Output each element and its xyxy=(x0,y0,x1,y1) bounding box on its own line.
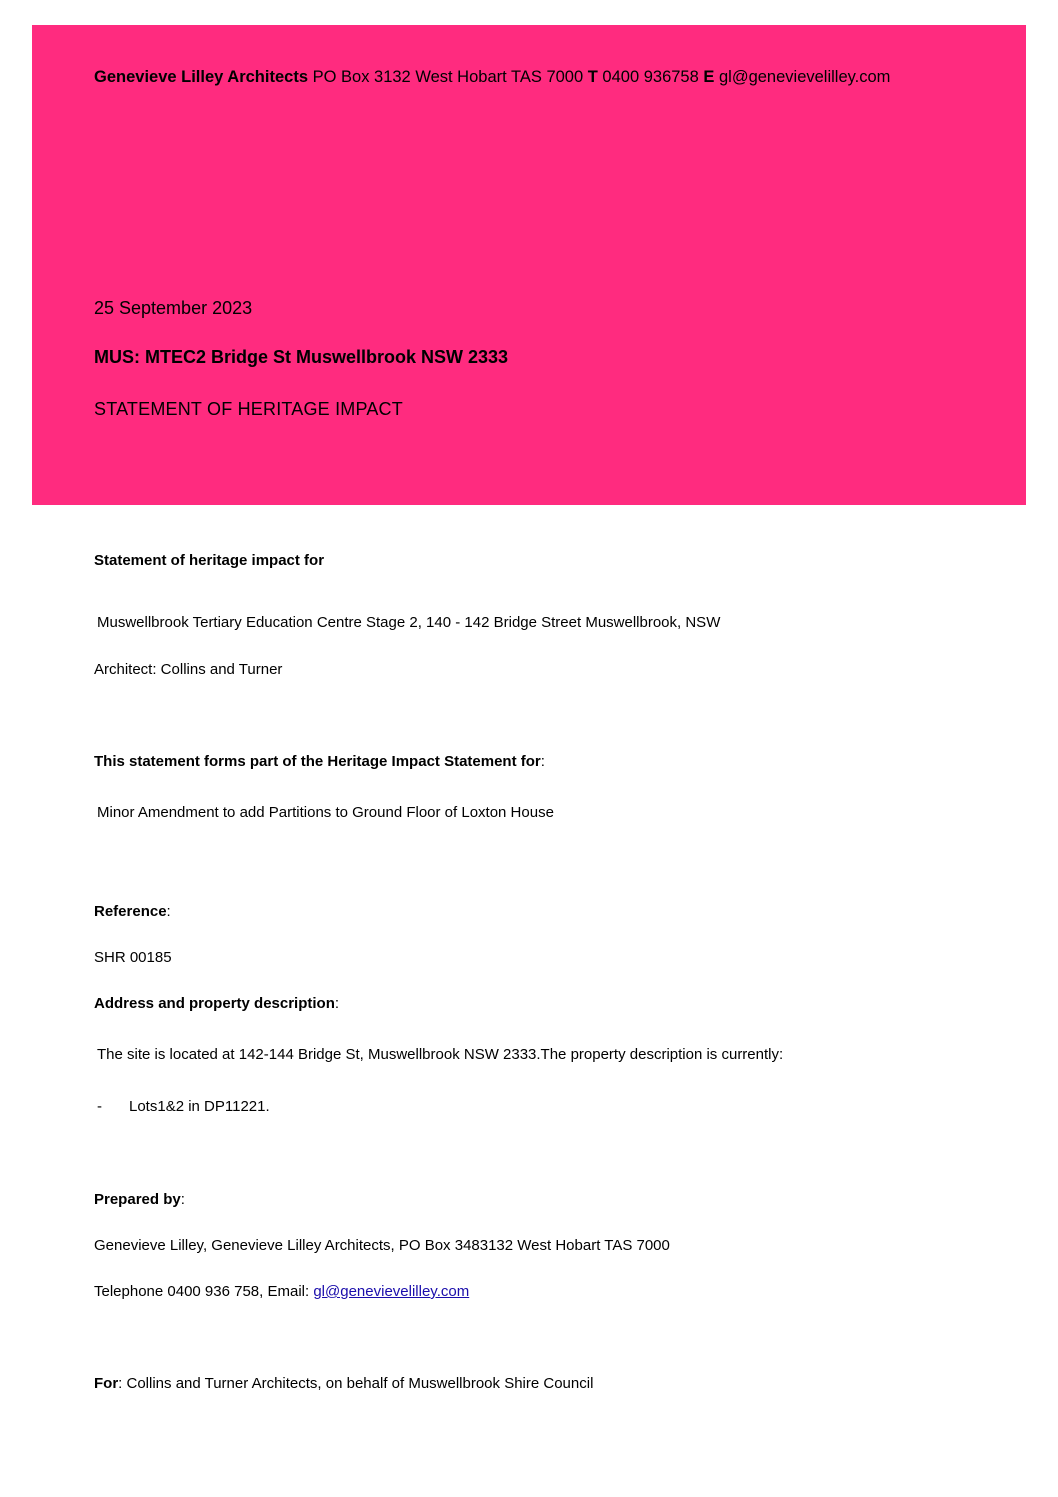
reference-value: SHR 00185 xyxy=(94,949,172,966)
statement-for-heading: Statement of heritage impact for xyxy=(94,552,325,569)
statement-for-text: Muswellbrook Tertiary Education Centre Stage 2, 140 - 142 Bridge Street Muswellbrook, NSW xyxy=(97,614,721,631)
email-label: E xyxy=(703,68,715,86)
prepared-heading: Prepared by xyxy=(94,1191,181,1208)
address-colon: : xyxy=(334,995,340,1012)
telephone-text: Telephone 0400 936 758, Email: xyxy=(94,1283,314,1300)
firm-header-line xyxy=(94,68,890,87)
address-heading: Address and property description xyxy=(94,995,335,1012)
firm-address: PO Box 3132 West Hobart TAS 7000 xyxy=(308,68,588,86)
firm-name: Genevieve Lilley Architects xyxy=(94,68,308,86)
architect-text: Architect: Collins and Turner xyxy=(94,661,283,678)
forms-part-colon: : xyxy=(540,753,545,770)
prepared-line xyxy=(94,1191,185,1208)
lot-bullet: - xyxy=(97,1098,102,1115)
telephone-line xyxy=(94,1283,469,1300)
document-date: 25 September 2023 xyxy=(94,298,253,318)
forms-part-line xyxy=(94,753,545,770)
document-title: STATEMENT OF HERITAGE IMPACT xyxy=(94,399,403,419)
firm-phone: 0400 936758 xyxy=(597,68,704,86)
header-banner xyxy=(32,25,1026,505)
reference-heading: Reference xyxy=(94,903,167,920)
address-line xyxy=(94,995,339,1012)
reference-line xyxy=(94,903,171,920)
prepared-colon: : xyxy=(180,1191,185,1208)
project-title: MUS: MTEC2 Bridge St Muswellbrook NSW 2333 xyxy=(94,347,509,367)
address-text: The site is located at 142-144 Bridge St, Muswellbrook NSW 2333.The property description is currently: xyxy=(97,1046,784,1063)
for-heading: For xyxy=(94,1375,119,1392)
firm-email: gl@genevievelilley.com xyxy=(714,68,891,86)
for-line xyxy=(94,1375,593,1392)
forms-part-heading: This statement forms part of the Heritage Impact Statement for xyxy=(94,753,541,770)
reference-colon: : xyxy=(166,903,171,920)
email-link[interactable]: gl@genevievelilley.com xyxy=(313,1283,470,1300)
prepared-text: Genevieve Lilley, Genevieve Lilley Architects, PO Box 3483132 West Hobart TAS 7000 xyxy=(94,1237,670,1254)
for-text: : Collins and Turner Architects, on behalf of Muswellbrook Shire Council xyxy=(118,1375,594,1392)
forms-part-text: Minor Amendment to add Partitions to Ground Floor of Loxton House xyxy=(97,804,554,821)
lot-text: Lots1&2 in DP11221. xyxy=(129,1098,270,1115)
phone-label: T xyxy=(587,68,598,86)
